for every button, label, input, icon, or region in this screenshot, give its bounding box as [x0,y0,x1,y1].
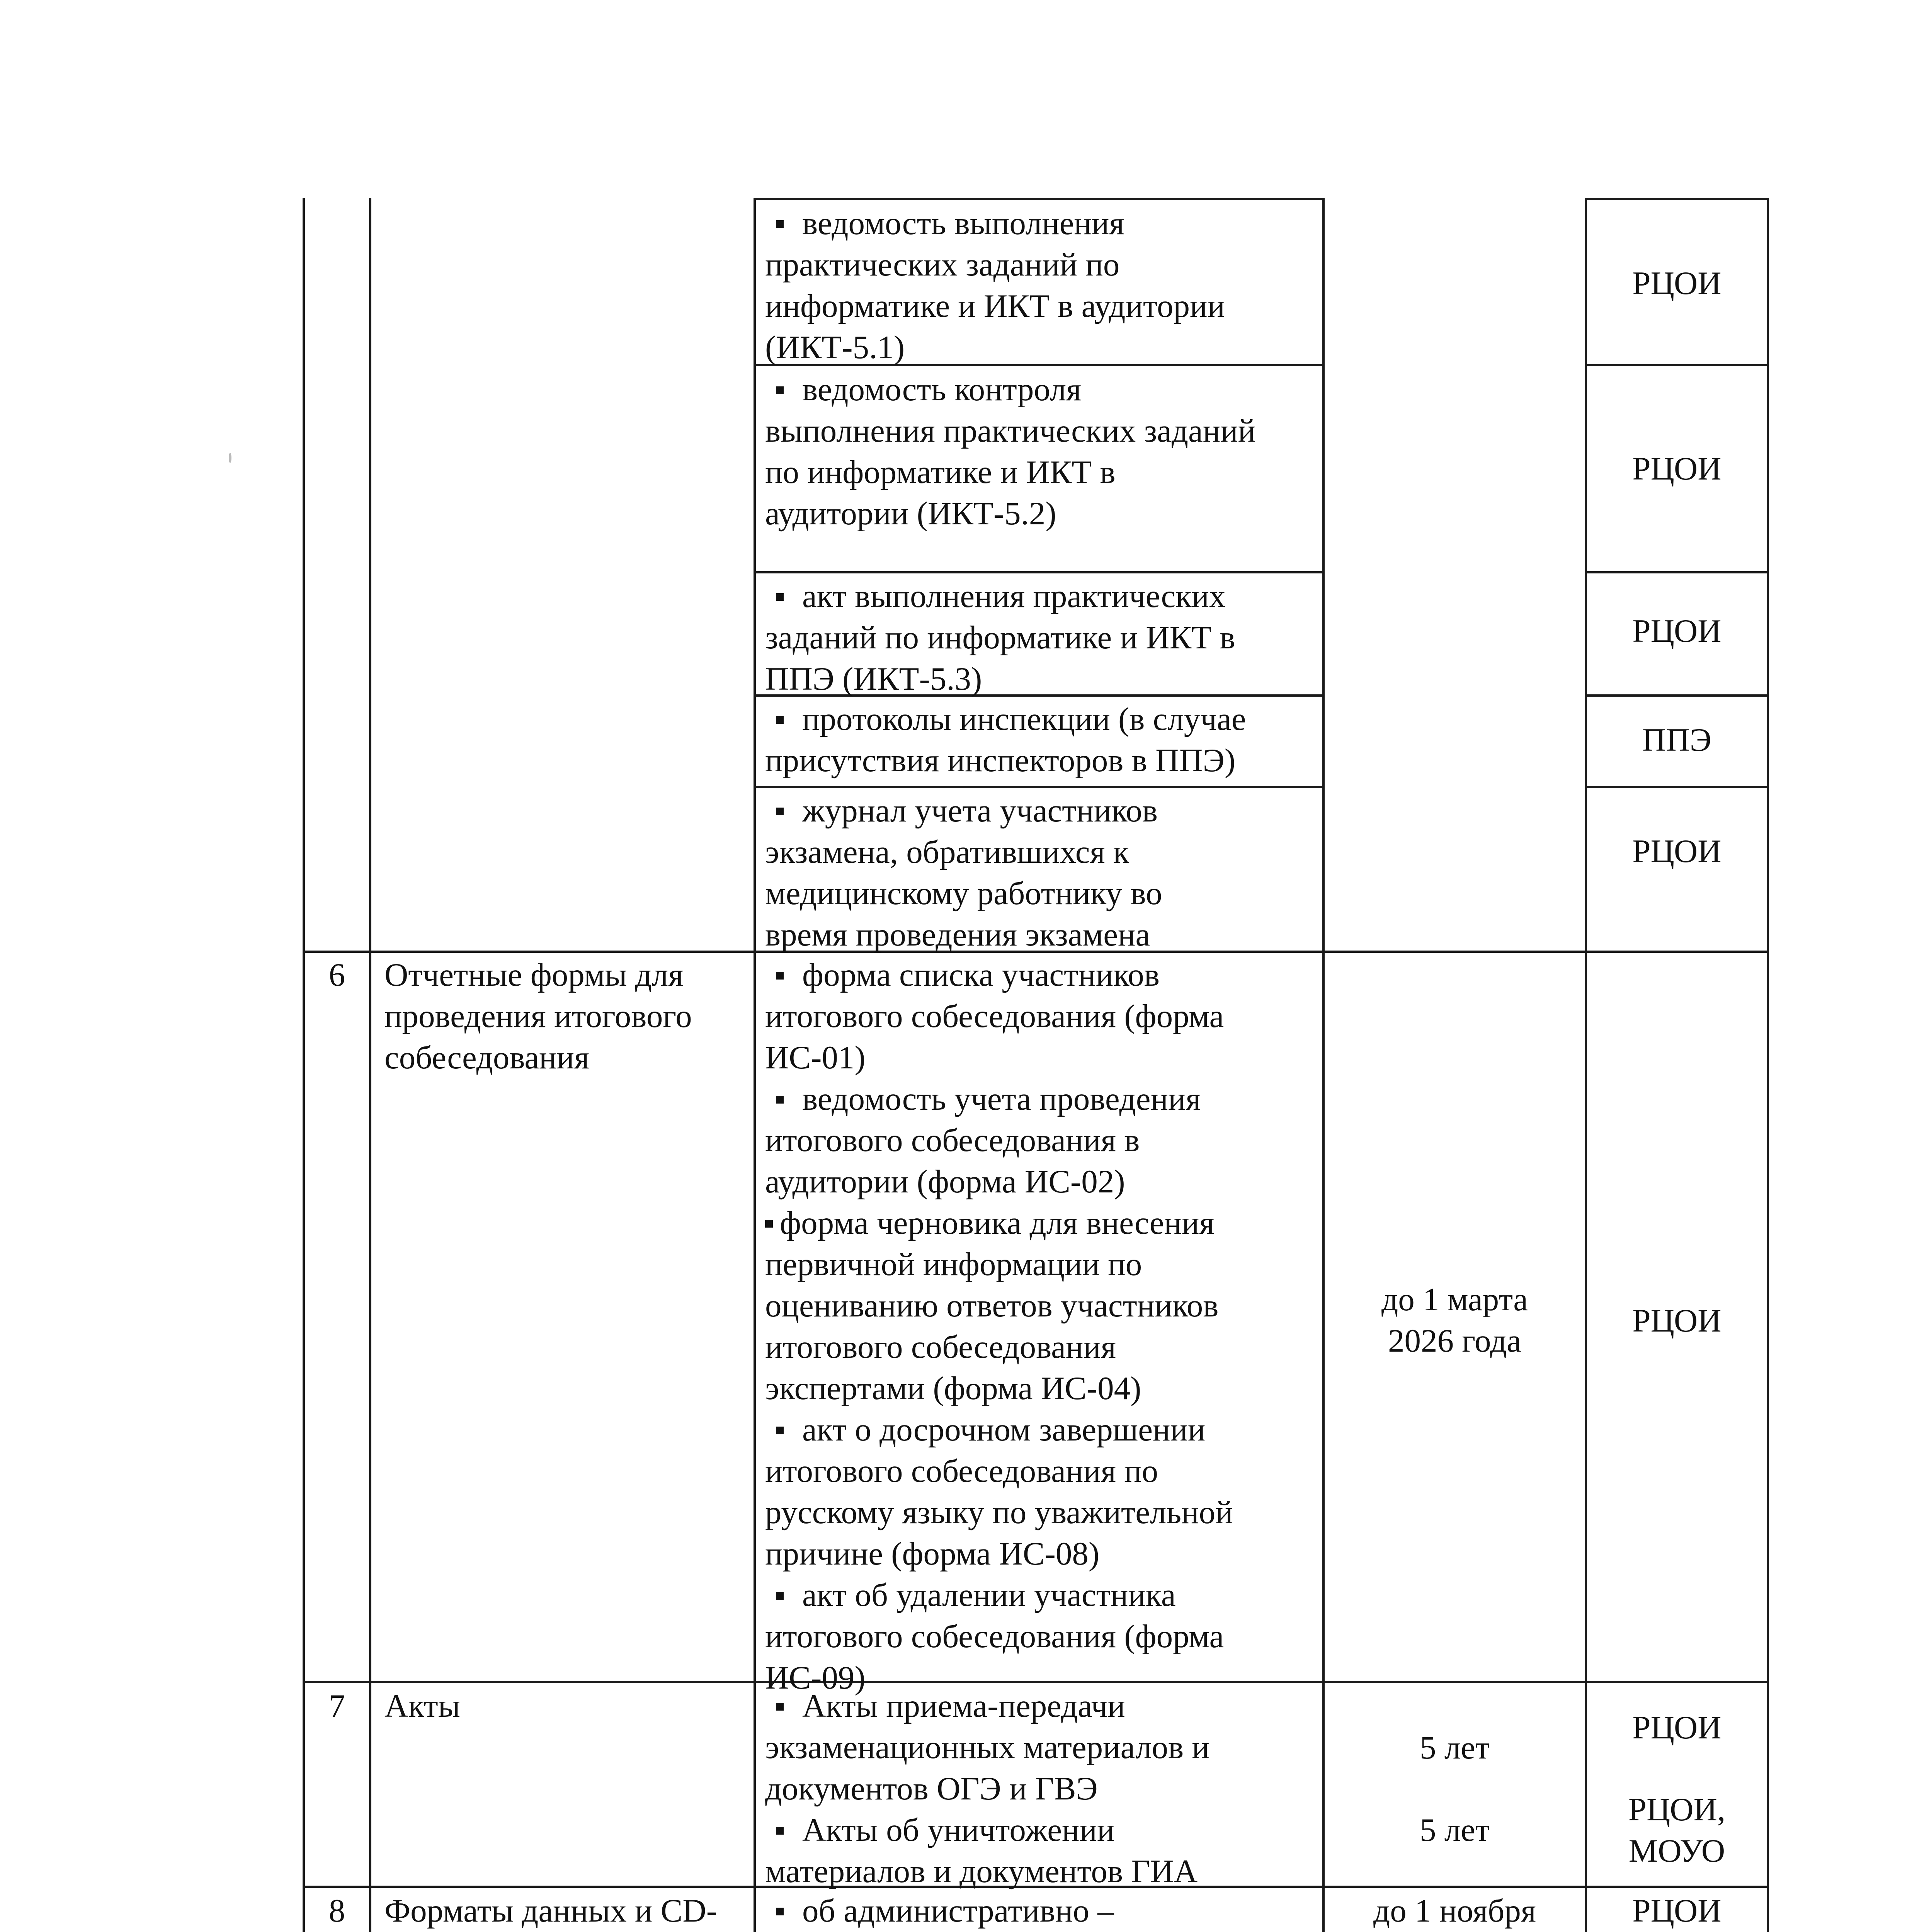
table-border [1585,198,1769,200]
row6-item-5: акт об удалении участника [765,1575,1318,1616]
table-border [754,571,1325,573]
row7-item-2: Акты об уничтожении [765,1810,1318,1851]
table-border [1585,571,1769,573]
table-border [1585,786,1769,788]
table-border [754,198,756,1932]
continued-item-2-text: ведомость контроля выполнения практических заданий по информатике и ИКТ в аудитории (ИКТ-5.2) [765,371,1256,532]
row7-deadline-2: 5 лет [1419,1812,1490,1848]
table-border [754,198,1325,200]
row7-responsible-1: РЦОИ [1632,1709,1721,1746]
continued-responsible-5: РЦОИ [1632,833,1721,869]
table-border [369,198,371,1932]
continued-responsible-2: РЦОИ [1632,451,1721,487]
row7-deadline-1: 5 лет [1419,1730,1490,1766]
continued-responsible-3: РЦОИ [1632,613,1721,649]
row8-items [765,1890,1318,1932]
continued-item-3-text: акт выполнения практических заданий по информатике и ИКТ в ППЭ (ИКТ-5.3) [765,578,1235,697]
table-border [754,786,1325,788]
row6-deadline: до 1 марта 2026 года [1381,1281,1528,1359]
row6-item-4: акт о досрочном завершении [765,1409,1318,1451]
row7-items: Акты приема-передачи экзаменационных материалов и документов ОГЭ и ГВЭ Акты об уничтожении материалов и документов ГИА [765,1685,1318,1892]
table-border [1767,198,1769,1932]
row6-item-1: форма списка участников [765,954,1318,996]
scan-speck [229,453,231,463]
row6-items: форма списка участников итогового собеседования (форма ИС-01) ведомость учета проведения итогового собеседования в аудитории (форма ИС-02) форма черновика для внесения первичной информации по оцениванию ответов участников итогового собеседования экспертами (форма ИС-04) акт о досрочном завершении итогового собеседования по русскому языку по уважительной причине (форма ИС-08) акт об удалении участника итогового собеседования (форма ИС-09) [765,954,1318,1699]
row7-title: Акты [384,1688,460,1724]
row8-deadline: до 1 ноября [1373,1893,1536,1929]
row6-number: 6 [328,957,345,993]
table-border [1585,364,1769,366]
row8-title: Форматы данных и CD- [384,1893,718,1929]
continued-responsible-4: ППЭ [1642,722,1711,758]
row6-item-2: ведомость учета проведения [765,1078,1318,1120]
row8-responsible: РЦОИ [1632,1893,1721,1929]
table-border [1585,694,1769,697]
row7-item-1: Акты приема-передачи [765,1685,1318,1727]
row6-title: Отчетные формы для проведения итогового собеседования [384,957,692,1076]
row8-number: 8 [328,1893,345,1929]
row7-responsible-2: РЦОИ, МОУО [1628,1791,1726,1869]
row6-item-3: форма черновика для внесения [765,1202,1318,1244]
table-border [1322,198,1325,1932]
row8-item-1: об административно – [765,1890,1318,1932]
table-border [303,198,305,1932]
continued-item-1-text: ведомость выполнения практических заданий по информатике и ИКТ в аудитории (ИКТ-5.1) [765,205,1225,366]
continued-item-5-text: журнал учета участников экзамена, обратившихся к медицинскому работнику во время проведения экзамена [765,793,1162,953]
row7-number: 7 [328,1688,345,1724]
continued-responsible-1: РЦОИ [1632,265,1721,301]
continued-item-4-text: протоколы инспекции (в случае присутствия инспекторов в ППЭ) [765,701,1246,779]
row6-responsible: РЦОИ [1632,1303,1721,1339]
